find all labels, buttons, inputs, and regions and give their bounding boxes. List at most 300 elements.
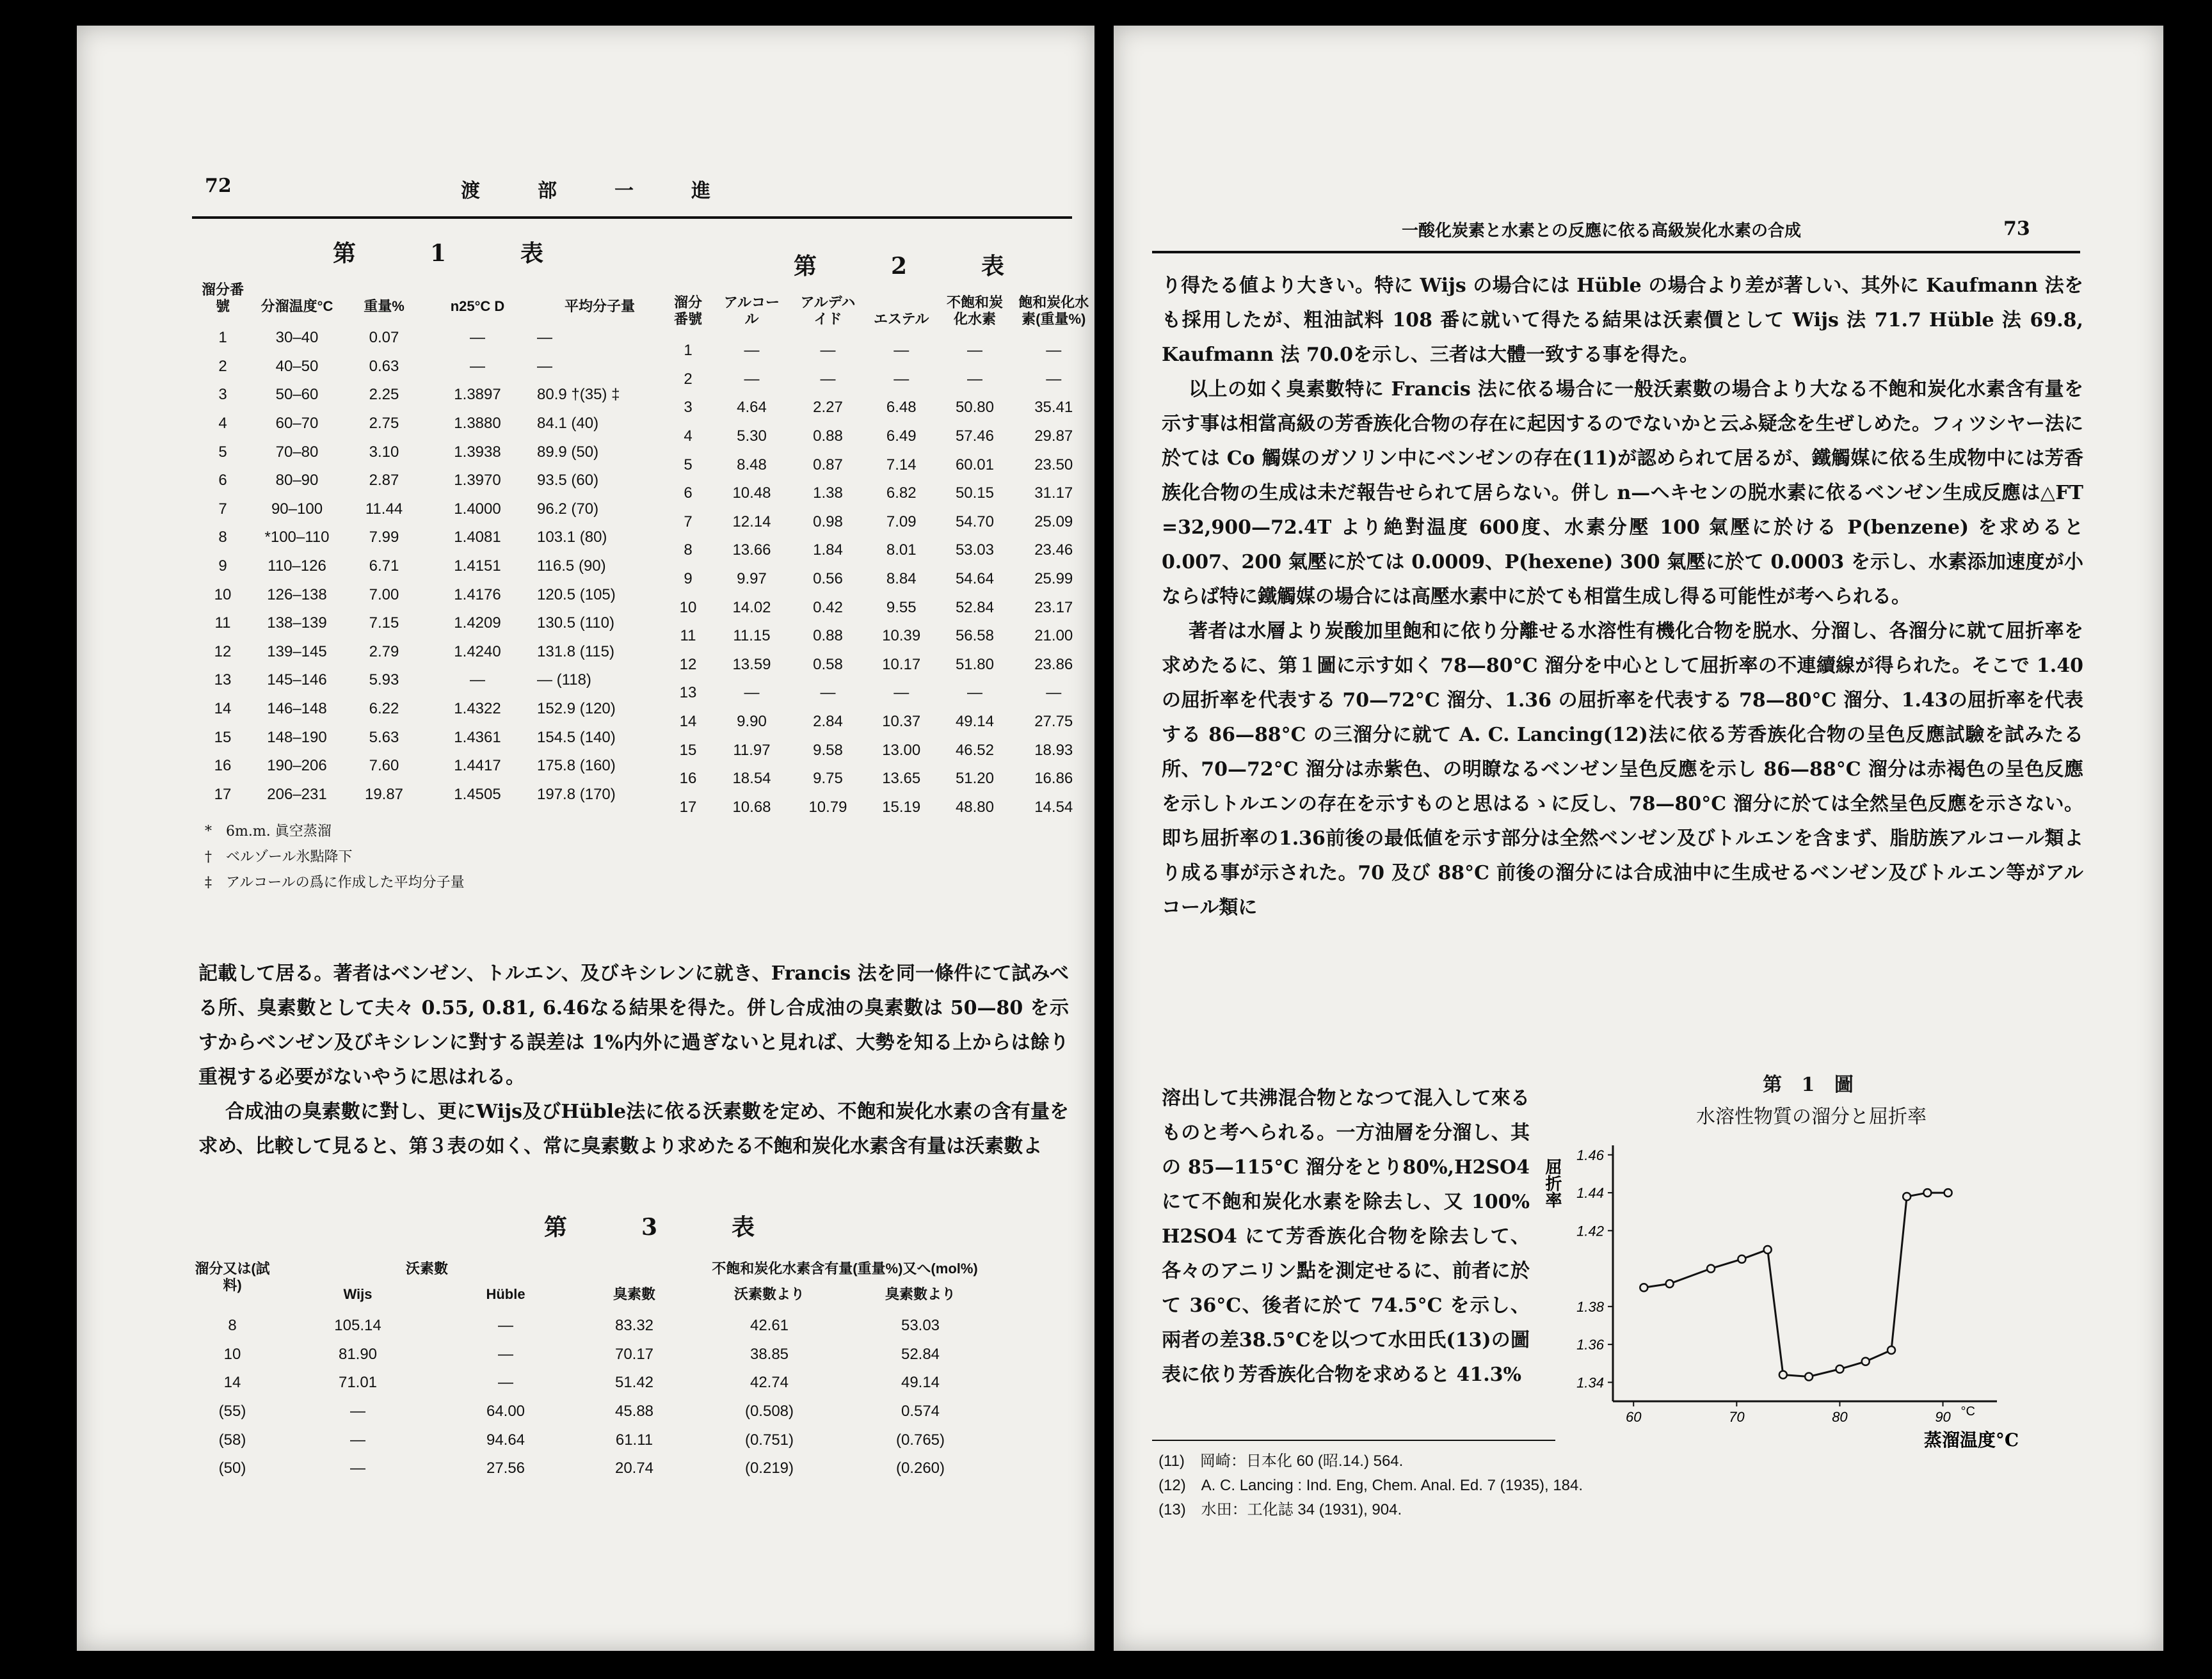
table2-cell: 11 (680, 627, 696, 645)
table-row (662, 651, 1094, 680)
table2-cell: 23.86 (1034, 655, 1073, 673)
table1-cell: 5.63 (369, 728, 399, 746)
table1-cell: 175.8 (160) (537, 757, 616, 775)
table2-cell: 0.88 (813, 427, 843, 445)
table3-cell: 52.84 (901, 1345, 940, 1363)
running-title-left: 渡 部 一 進 (461, 180, 730, 202)
header-rule-right (1152, 251, 2080, 253)
table-row (195, 723, 669, 752)
table-row (186, 1426, 996, 1454)
table2-cell: 23.17 (1034, 598, 1073, 616)
table1-cell: 146–148 (267, 700, 327, 718)
data-point (1779, 1371, 1787, 1379)
table2-cell: 60.01 (955, 456, 994, 473)
table-row (662, 536, 1094, 565)
x-tick-label: 80 (1832, 1409, 1848, 1425)
table2-cell: 9.90 (737, 713, 767, 731)
right-body-narrow (1162, 1081, 1530, 1392)
table2-cell: 27.75 (1034, 713, 1073, 731)
table2-cell: 16.86 (1034, 770, 1073, 788)
table2-cell: 16 (679, 770, 697, 788)
table3-cell: (50) (218, 1460, 246, 1477)
table2-cell: — (1046, 684, 1062, 702)
table-row (662, 793, 1094, 822)
table1-cell: 1.4209 (454, 614, 501, 632)
table2-cell: 6.82 (886, 484, 917, 502)
table2-cell: 2 (684, 370, 693, 388)
figure-title: 第 1 圖 (1763, 1074, 1860, 1096)
table2-cell: — (966, 684, 982, 702)
table2-cell: 13.66 (732, 541, 771, 559)
table3-cell: 38.85 (749, 1345, 789, 1363)
table1-cell: 1.3897 (454, 386, 501, 404)
table3-header: Wijs (343, 1286, 373, 1302)
table1-cell: 1.3970 (454, 472, 501, 489)
table-row (186, 1454, 996, 1483)
table1-cell: 9 (218, 557, 227, 575)
table1-cell: 8 (218, 529, 227, 546)
table3-cell: (55) (218, 1403, 246, 1420)
x-unit-label: °C (1960, 1404, 1976, 1419)
table-row (662, 365, 1094, 394)
table1-cell: 5.93 (369, 671, 399, 689)
table1-cell: 0.07 (369, 329, 399, 347)
y-tick-label: 1.36 (1576, 1337, 1604, 1353)
table1-cell: 80–90 (275, 472, 319, 489)
table1-cell: 10 (214, 585, 232, 603)
table1-cell: 103.1 (80) (537, 529, 607, 546)
table1-cell: 190–206 (267, 757, 327, 775)
table2-cell: 18.54 (732, 770, 771, 788)
table2-cell: 48.80 (955, 798, 994, 816)
table2-title: 第 2 表 (794, 253, 1030, 280)
table2-cell: 10.17 (882, 655, 921, 673)
table1-cell: 131.8 (115) (537, 642, 614, 660)
data-point (1944, 1189, 1952, 1197)
table3-cell: 51.42 (614, 1374, 654, 1392)
table2-cell: 13 (679, 684, 697, 702)
table2-cell: 46.52 (955, 741, 994, 759)
table2-cell: — (966, 342, 982, 360)
table2-cell: 54.64 (955, 570, 994, 588)
table3-title: 第 3 表 (544, 1214, 781, 1241)
table1-cell: 84.1 (40) (537, 415, 599, 433)
x-tick-label: 60 (1625, 1409, 1642, 1425)
table2-cell: 25.09 (1034, 513, 1073, 530)
table3-cell: 0.574 (901, 1403, 940, 1420)
data-point (1887, 1346, 1895, 1354)
table1-cell: 11 (214, 614, 231, 632)
table2-cell: 0.56 (813, 570, 843, 588)
table-row (186, 1312, 996, 1341)
table3-cell: (0.219) (744, 1460, 794, 1477)
table3-cell: 49.14 (901, 1374, 940, 1392)
table2-cell: 9.55 (886, 598, 917, 616)
data-point (1836, 1365, 1843, 1373)
table1-title: 第 1 表 (333, 240, 570, 267)
table1-cell: 1.4176 (454, 585, 501, 603)
table2-cell: 13.00 (882, 741, 921, 759)
table2-cell: 0.88 (813, 627, 843, 645)
table1-cell: 139–145 (267, 642, 327, 660)
left-body-text (198, 957, 1069, 1164)
table-row (186, 1369, 996, 1397)
table-row (662, 765, 1094, 793)
table1-cell: 7.99 (369, 529, 399, 546)
table2-cell: — (894, 684, 910, 702)
table1-cell: — (537, 357, 552, 375)
x-tick-label: 90 (1935, 1409, 1951, 1425)
table3-cell: 64.00 (486, 1403, 525, 1420)
table1-cell: 2 (218, 357, 227, 375)
table3-cell: 42.61 (749, 1317, 789, 1335)
table1-header: 分溜温度°C (260, 298, 333, 314)
table-row (662, 422, 1094, 451)
table2-cell: 13.65 (882, 770, 921, 788)
table2-cell: 2.27 (813, 399, 843, 417)
table1 (195, 282, 669, 809)
figure-1 (1536, 1069, 2087, 1452)
table3-cell: 14 (223, 1374, 241, 1392)
paragraph: り得たる値より大きい。特に Wijs の場合には Hüble の場合より差が著しい、其外に Kaufmann 法をも採用したが、粗油試料 108 番に就いて得たる結果は沃素價として Wijs 法 71.7 Hüble 法 69.8, Kaufmann 法 70.0を示し、三者は大體一致する事を得た。 (1162, 275, 2083, 366)
running-title-right: 一酸化炭素と水素との反應に依る高級炭化水素の合成 (1402, 221, 1802, 241)
table1-cell: 110–126 (268, 557, 326, 575)
table3-header: 溜分又は(試料) (195, 1261, 270, 1293)
table1-cell: 1.4361 (454, 728, 501, 746)
table2-cell: — (820, 370, 836, 388)
table2-cell: 12 (679, 655, 697, 673)
table2-cell: — (1046, 342, 1062, 360)
table1-cell: 12 (214, 642, 232, 660)
table1-cell: 130.5 (110) (537, 614, 614, 632)
table-row (662, 736, 1094, 765)
table2-cell: 9 (684, 570, 693, 588)
table2-cell: 31.17 (1034, 484, 1073, 502)
table2-cell: 10.48 (732, 484, 771, 502)
table1-cell: 7.15 (369, 614, 399, 632)
table-row (662, 679, 1094, 708)
data-point (1640, 1284, 1647, 1291)
table3-header: 沃素數 (405, 1261, 448, 1277)
table3-cell: 42.74 (749, 1374, 789, 1392)
table2-cell: 52.84 (955, 598, 994, 616)
table2-header: 不飽和炭化水素 (946, 294, 1003, 327)
table1-footnote: * 6m.m. 眞空蒸溜 (205, 824, 332, 840)
table3 (186, 1261, 996, 1483)
table1-cell: 7.60 (369, 757, 399, 775)
table1-cell: 6 (218, 472, 227, 489)
table2-cell: 6.49 (886, 427, 917, 445)
table3-cell: 83.32 (614, 1317, 654, 1335)
table2-cell: 51.80 (955, 655, 994, 673)
table2-header: アルデハイド (800, 294, 856, 327)
table1-cell: 1 (218, 329, 227, 347)
table2-cell: — (966, 370, 982, 388)
table3-cell: 81.90 (338, 1345, 378, 1363)
paragraph: 合成油の臭素數に對し、更にWijs及びHüble法に依る沃素數を定め、不飽和炭化水素の含有量を求め、比較して見ると、第３表の如く、常に臭素數より求めたる不飽和炭化水素含有量は沃素數よ (198, 1101, 1069, 1158)
data-point (1707, 1265, 1715, 1273)
table1-cell: 60–70 (275, 415, 319, 433)
table1-cell: 15 (214, 728, 232, 746)
table1-cell: 1.3938 (454, 443, 501, 461)
table1-cell: 17 (214, 785, 232, 803)
table3-cell: 61.11 (615, 1431, 653, 1449)
table2-cell: 0.58 (813, 655, 843, 673)
table-row (195, 523, 669, 552)
table2-cell: — (1046, 370, 1062, 388)
paragraph: 以上の如く臭素數特に Francis 法に依る場合に一般沃素數の場合より大なる不飽和炭化水素含有量を示す事は相當高級の芳香族化合物の存在に起因するのでないかと云ふ疑念を生ぜしめた。フィツシヤー法に於ては Co 觸媒のガソリン中にベンゼンの存在(11)が認められて居るが、鐵觸媒に依る生成物中には芳香族化合物の生成は未だ報告せられて居らない。併し n—ヘキセンの脱水素に依るベンゼン生成反應は△FT =32,900—72.4T より絶對温度 600度、水素分壓 100 氣壓に於ける P(benzene) を求めると 0.007、200 氣壓に於ては 0.0009、P(hexene) 300 氣壓に於て 0.0003 を示し、水素添加速度が小ならば特に鐵觸媒の場合には高壓水素中に於ても相當生成し得る可能性が考へられる。 (1162, 378, 2083, 608)
table2-cell: 1 (684, 342, 693, 360)
table2-cell: 25.99 (1034, 570, 1073, 588)
table1-cell: 5 (218, 443, 227, 461)
table1-cell: 197.8 (170) (537, 785, 616, 803)
table2-cell: 14.54 (1034, 798, 1073, 816)
table2-cell: 10.79 (808, 798, 847, 816)
table2-cell: — (820, 684, 836, 702)
table3-cell: 94.64 (486, 1431, 525, 1449)
table1-cell: — (118) (537, 671, 591, 689)
table2-cell: 5.30 (737, 427, 767, 445)
table3-cell: (0.765) (895, 1431, 945, 1449)
table3-cell: — (498, 1345, 513, 1363)
table2-cell: 51.20 (955, 770, 994, 788)
table1-cell: — (470, 671, 485, 689)
table-row (662, 508, 1094, 537)
table2-cell: 18.93 (1034, 741, 1073, 759)
table3-cell: — (498, 1374, 513, 1392)
table2-cell: 10.68 (732, 798, 771, 816)
table-row (662, 622, 1094, 651)
table3-header: 臭素數より (885, 1286, 956, 1302)
table2-cell: 3 (684, 399, 693, 417)
table2-cell: 5 (684, 456, 693, 473)
table1-cell: 16 (214, 757, 232, 775)
table3-header: Hüble (486, 1286, 525, 1302)
table2-cell: 0.87 (813, 456, 843, 473)
table3-header: 臭素數 (613, 1286, 655, 1302)
table1-cell: — (470, 357, 485, 375)
table2-cell: 7.09 (886, 513, 917, 530)
table1-cell: 6.22 (369, 700, 399, 718)
table1-cell: 1.4151 (454, 557, 501, 575)
table1-cell: 80.9 †(35) ‡ (537, 386, 620, 404)
table2-cell: 9.75 (813, 770, 843, 788)
table1-cell: 152.9 (120) (537, 700, 616, 718)
table2-cell: 4.64 (737, 399, 767, 417)
y-tick-label: 1.44 (1576, 1185, 1604, 1202)
table1-cell: 1.4322 (454, 700, 501, 718)
table1-cell: 3.10 (369, 443, 399, 461)
table2-cell: 14 (679, 713, 697, 731)
left-page (77, 26, 1094, 1651)
table1-cell: 30–40 (275, 329, 319, 347)
table1-cell: 1.4081 (454, 529, 501, 546)
header-rule-left (192, 216, 1072, 219)
table3-cell: (0.508) (744, 1403, 794, 1420)
table-row (195, 580, 669, 609)
table-row (195, 609, 669, 638)
table1-footnote: ‡ アルコールの爲に作成した平均分子量 (205, 875, 465, 891)
table2-cell: 23.50 (1034, 456, 1073, 473)
table-row (662, 450, 1094, 479)
table1-footnotes (205, 819, 465, 896)
table1-cell: 6.71 (369, 557, 399, 575)
page-number-right: 73 (2003, 218, 2030, 240)
table2-header: 溜分番號 (673, 294, 702, 327)
reference-item: (12) A. C. Lancing : Ind. Eng, Chem. Anal. Ed. 7 (1935), 184. (1158, 1477, 1583, 1494)
y-axis-label: 屈折率 (1543, 1158, 1562, 1208)
table2-cell: 10.37 (882, 713, 921, 731)
table2-cell: — (820, 342, 836, 360)
table3-cell: (0.260) (895, 1460, 945, 1477)
table1-cell: 14 (214, 700, 232, 718)
table2-cell: 9.97 (737, 570, 767, 588)
table-row (195, 495, 669, 524)
table1-cell: 93.5 (60) (537, 472, 599, 489)
references (1158, 1449, 1583, 1522)
table2-cell: 8.84 (886, 570, 917, 588)
table3-cell: 8 (228, 1317, 237, 1335)
table-row (195, 381, 669, 410)
table-row (195, 353, 669, 381)
table2-cell: — (744, 342, 760, 360)
table-row (195, 324, 669, 353)
table-row (195, 752, 669, 781)
table2-cell: 54.70 (955, 513, 994, 530)
table1-cell: 206–231 (267, 785, 327, 803)
table3-cell: 10 (223, 1345, 241, 1363)
table3-cell: — (350, 1460, 365, 1477)
table-row (662, 565, 1094, 594)
table2-cell: 56.58 (955, 627, 994, 645)
table1-cell: 3 (218, 386, 227, 404)
table2-cell: 6.48 (886, 399, 917, 417)
right-page (1114, 26, 2163, 1651)
table1-footnote: † ベルゾール氷點降下 (205, 849, 353, 865)
reference-item: (11) 岡崎：日本化 60 (昭.14.) 564. (1158, 1452, 1404, 1470)
table1-cell: 7.00 (369, 585, 399, 603)
table2-cell: 7 (684, 513, 693, 530)
table2-cell: 8.01 (886, 541, 917, 559)
table3-cell: 20.74 (614, 1460, 654, 1477)
table2-cell: 7.14 (886, 456, 917, 473)
table1-cell: 19.87 (364, 785, 404, 803)
paragraph: 記載して居る。著者はベンゼン、トルエン、及びキシレンに就き、Francis 法を同一條件にて試みべる所、臭素數として夫々 0.55, 0.81, 6.46なる結果を得た。併し合成油の臭素數は 50—80 を示すからベンゼン及びキシレンに對する誤差は 1%内外に過ぎないと見れば、大勢を知る上からは餘り重視する必要がないやうに思はれる。 (198, 962, 1069, 1088)
table3-cell: 27.56 (486, 1460, 525, 1477)
table1-cell: 0.63 (369, 357, 399, 375)
table2-cell: — (894, 342, 910, 360)
data-point (1764, 1246, 1772, 1253)
table2-cell: 8 (684, 541, 693, 559)
y-tick-label: 1.42 (1576, 1223, 1604, 1239)
table1-cell: 90–100 (271, 500, 323, 518)
table1-cell: — (470, 329, 485, 347)
table1-cell: 1.3880 (454, 415, 501, 433)
table1-header: 平均分子量 (564, 298, 635, 314)
table3-cell: 70.17 (614, 1345, 654, 1363)
y-tick-label: 1.46 (1576, 1147, 1604, 1163)
table2-header: エステル (873, 311, 929, 327)
table1-cell: 89.9 (50) (537, 443, 599, 461)
table3-cell: — (350, 1431, 365, 1449)
x-tick-label: 70 (1729, 1409, 1745, 1425)
right-body-text (1162, 269, 2083, 925)
table2-cell: 21.00 (1034, 627, 1073, 645)
table1-cell: 13 (214, 671, 232, 689)
table3-header: 沃素數より (733, 1286, 805, 1302)
table-row (195, 438, 669, 466)
table2 (662, 294, 1094, 822)
data-point (1805, 1373, 1813, 1380)
table1-cell: 2.87 (369, 472, 399, 489)
table1-cell: 2.75 (369, 415, 399, 433)
table3-header: 不飽和炭化水素含有量(重量%)又へ(mol%) (712, 1261, 978, 1277)
table2-cell: 13.59 (732, 655, 771, 673)
table1-cell: *100–110 (264, 529, 330, 546)
table3-cell: (0.751) (744, 1431, 794, 1449)
table2-header: 飽和炭化水素(重量%) (1018, 294, 1089, 327)
table-row (195, 781, 669, 809)
table1-cell: 7 (218, 500, 227, 518)
paragraph: 著者は水層より炭酸加里飽和に依り分離せる水溶性有機化合物を脱水、分溜し、各溜分に就て屈折率を求めたるに、第１圖に示す如く 78—80°C 溜分を中心として屈折率の不連續線が得られた。そこで 1.40 の屈折率を代表する 70—72°C 溜分、1.36 の屈折率を代表する 78—80°C 溜分、1.43の屈折率を代表する 86—88°C の三溜分に就て A. C. Lancing(12)法に依る芳香族化合物の呈色反應試驗を試みたる所、70—72°C 溜分は赤紫色、の明瞭なるベンゼン呈色反應を示し 86—88°C 溜分は赤褐色の呈色反應を示しトルエンの存在を示すものと思はるゝに反し、78—80°C 溜分に於ては全然呈色反應を示さない。即ち屈折率の1.36前後の最低値を示す部分は全然ベンゼン及びトルエンを含まず、脂肪族アルコール類より成る事が示された。70 及び 88°C 前後の溜分には合成油中に生成せるベンゼン及びトルエン等がアルコール類に (1162, 620, 2083, 919)
table2-cell: 0.42 (813, 598, 843, 616)
table2-cell: — (744, 370, 760, 388)
table1-cell: 2.25 (369, 386, 399, 404)
table-row (195, 466, 669, 495)
page-number-left: 72 (205, 175, 232, 197)
table-row (195, 666, 669, 695)
table-row (662, 479, 1094, 508)
table2-cell: 50.15 (955, 484, 994, 502)
table3-cell: — (350, 1403, 365, 1420)
table2-cell: 0.98 (813, 513, 843, 530)
table2-cell: 35.41 (1034, 399, 1073, 417)
table2-cell: — (894, 370, 910, 388)
table1-cell: 11.44 (365, 500, 403, 518)
table3-cell: 53.03 (901, 1317, 940, 1335)
table2-cell: 11.15 (733, 627, 771, 645)
table1-cell: 120.5 (105) (537, 585, 616, 603)
table1-cell: 50–60 (275, 386, 319, 404)
table3-cell: (58) (218, 1431, 246, 1449)
data-line (1644, 1193, 1948, 1376)
table1-cell: 70–80 (275, 443, 319, 461)
table2-cell: 17 (679, 798, 697, 816)
table1-cell: 1.4505 (454, 785, 501, 803)
y-tick-label: 1.38 (1576, 1298, 1604, 1315)
table-row (195, 695, 669, 724)
table2-cell: — (744, 684, 760, 702)
table2-cell: 23.46 (1034, 541, 1073, 559)
table2-cell: 10 (679, 598, 697, 616)
footnote-rule (1152, 1440, 1555, 1441)
table1-header: n25°C D (450, 298, 505, 314)
table1-cell: 126–138 (267, 585, 327, 603)
table3-cell: 71.01 (338, 1374, 378, 1392)
data-point (1738, 1255, 1745, 1263)
table-row (195, 638, 669, 667)
table1-cell: 40–50 (275, 357, 319, 375)
table1-cell: — (537, 329, 552, 347)
table-row (195, 410, 669, 438)
table2-cell: 15.19 (882, 798, 921, 816)
table1-header: 溜分番號 (201, 282, 244, 314)
table2-cell: 6 (684, 484, 693, 502)
table2-cell: 2.84 (813, 713, 843, 731)
table2-cell: 57.46 (955, 427, 994, 445)
table1-cell: 154.5 (140) (537, 728, 616, 746)
table1-cell: 1.4417 (454, 757, 501, 775)
